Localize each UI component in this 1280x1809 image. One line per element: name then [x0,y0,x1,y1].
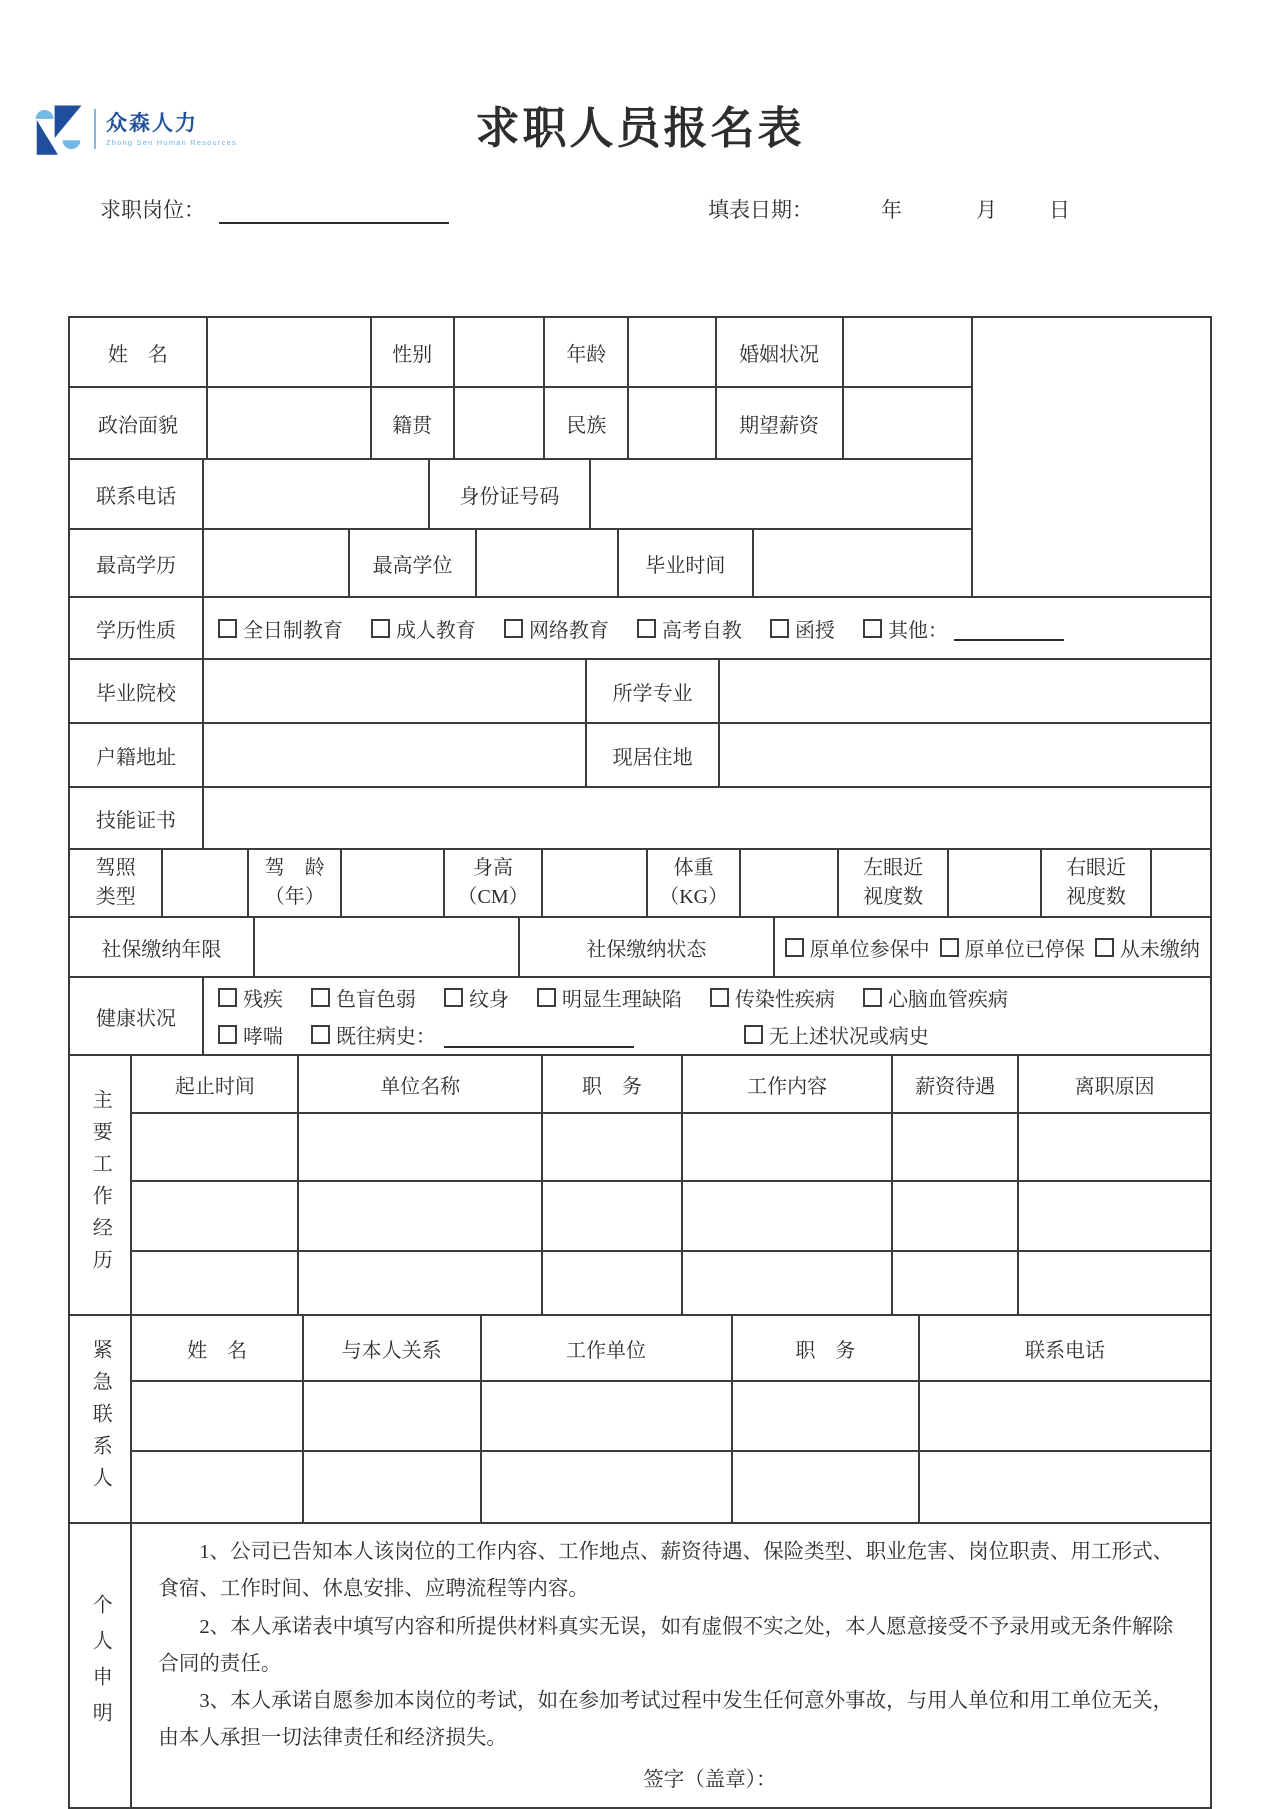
address-row [70,724,1210,788]
age-field[interactable] [629,318,716,386]
checkbox-icon[interactable] [710,988,729,1007]
weight-label: 体重 （KG） [648,850,741,916]
checkbox-option[interactable] [311,983,416,1012]
declaration-label: 个人申明 [70,1524,132,1807]
phone-field[interactable] [204,460,430,528]
emergency-row-1 [132,1382,1210,1452]
emergency-col-phone: 联系电话 [1025,1339,1106,1362]
education-type-row [70,598,1210,660]
fill-date-label: 填表日期： [708,198,813,222]
logo-z-icon [30,101,86,157]
other-fill-line[interactable] [954,615,1064,641]
work-col-position: 职 务 [543,1056,683,1112]
registered-address-label: 户籍地址 [70,724,204,786]
right-eye-label: 右眼近 视度数 [1042,850,1151,916]
declaration-item-3: 3、本人承诺自愿参加本岗位的考试，如在参加考试过程中发生任何意外事故，与用人单位和用工单位无关，由本人承担一切法律责任和经济损失。 [158,1690,1174,1750]
checkbox-icon[interactable] [537,988,556,1007]
checkbox-icon[interactable] [311,988,330,1007]
id-number-label: 身份证号码 [430,460,590,528]
work-cell[interactable] [893,1182,1019,1250]
education-label: 最高学历 [70,530,204,596]
major-label: 所学专业 [587,660,720,722]
basic-info-block [70,318,1210,598]
work-experience-label: 主要工作经历 [70,1056,132,1314]
emergency-col-name: 姓 名 [132,1316,303,1380]
work-col-content: 工作内容 [683,1056,893,1112]
certificate-label: 技能证书 [70,788,204,848]
checkbox-option-label: 函授 [794,619,835,642]
company-name-en: Zhong Sen Human Resources [106,138,237,148]
emergency-cell[interactable] [482,1452,733,1522]
checkbox-icon[interactable] [744,1025,763,1044]
checkbox-option-label: 传染性疾病 [734,989,835,1011]
left-eye-field[interactable] [949,850,1042,916]
graduation-label: 毕业时间 [619,530,753,596]
checkbox-option-label: 心脑血管疾病 [887,989,1008,1011]
political-label: 政治面貌 [70,388,208,458]
name-label: 姓 名 [70,318,208,386]
position-label: 求职岗位： [100,198,205,222]
checkbox-icon[interactable] [1095,938,1114,957]
photo-area[interactable] [973,318,1210,596]
marital-field[interactable] [844,318,971,386]
current-address-field[interactable] [720,724,1210,786]
checkbox-option[interactable] [311,1020,436,1049]
checkbox-icon[interactable] [504,619,523,638]
year-label: 年 [881,198,902,222]
emergency-col-employer: 工作单位 [482,1316,733,1380]
checkbox-option-label: 原单位参保中 [809,938,930,961]
work-row-1 [132,1114,1210,1182]
emergency-cell[interactable] [132,1382,303,1450]
medical-history-fill-line[interactable] [444,1022,634,1048]
ethnicity-label: 民族 [545,388,629,458]
current-address-label: 现居住地 [587,724,720,786]
emergency-cell[interactable] [920,1382,1210,1450]
health-row [70,978,1210,1056]
checkbox-icon[interactable] [371,619,390,638]
emergency-cell[interactable] [304,1382,482,1450]
checkbox-icon[interactable] [940,938,959,957]
certificate-field[interactable] [204,788,1210,848]
checkbox-option[interactable] [504,614,609,643]
degree-field[interactable] [477,530,619,596]
work-experience-block [70,1056,1210,1316]
left-eye-label: 左眼近 视度数 [839,850,948,916]
emergency-cell[interactable] [733,1382,921,1450]
insurance-status-label: 社保缴纳状态 [520,918,774,976]
work-cell[interactable] [132,1182,299,1250]
day-label: 日 [1049,198,1070,222]
checkbox-option-label: 成人教育 [395,619,476,642]
work-cell[interactable] [543,1252,683,1314]
company-logo [30,100,237,158]
id-number-field[interactable] [591,460,971,528]
school-label: 毕业院校 [70,660,204,722]
checkbox-option-label: 原单位已停保 [964,938,1085,961]
education-type-label: 学历性质 [70,598,204,658]
emergency-col-position: 职 务 [733,1316,921,1380]
work-cell[interactable] [543,1114,683,1180]
work-col-salary: 薪资待遇 [893,1056,1019,1112]
work-cell[interactable] [299,1114,543,1180]
native-place-label: 籍贯 [372,388,455,458]
driving-years-field[interactable] [342,850,445,916]
certificate-row [70,788,1210,850]
checkbox-option[interactable] [444,983,509,1012]
work-cell[interactable] [683,1252,893,1314]
license-field[interactable] [163,850,249,916]
work-cell[interactable] [893,1114,1019,1180]
emergency-cell[interactable] [920,1452,1210,1522]
checkbox-option-label: 明显生理缺陷 [561,989,682,1011]
checkbox-option-label: 哮喘 [242,1026,283,1048]
phone-label: 联系电话 [70,460,204,528]
emergency-contact-block [70,1316,1210,1524]
checkbox-option-label: 全日制教育 [242,619,343,642]
application-form-table [68,316,1212,1809]
checkbox-option[interactable] [785,933,930,962]
declaration-block [70,1524,1210,1807]
graduation-field[interactable] [754,530,971,596]
work-cell[interactable] [1019,1114,1210,1180]
checkbox-icon[interactable] [770,619,789,638]
height-label: 身高 （CM） [445,850,543,916]
physical-row [70,850,1210,918]
checkbox-option[interactable] [537,983,682,1012]
checkbox-option[interactable] [218,614,343,643]
political-field[interactable] [208,388,372,458]
social-insurance-row [70,918,1210,978]
emergency-row-2 [132,1452,1210,1522]
logo-divider [94,109,96,149]
checkbox-option[interactable] [218,983,283,1012]
declaration-item-2: 2、本人承诺表中填写内容和所提供材料真实无误，如有虚假不实之处，本人愿意接受不予录用或无条件解除合同的责任。 [158,1615,1174,1675]
company-name: 众森人力 [106,111,198,135]
ethnicity-field[interactable] [629,388,716,458]
checkbox-option[interactable] [863,614,948,643]
health-label: 健康状况 [70,978,204,1054]
work-row-2 [132,1182,1210,1252]
insurance-years-field[interactable] [255,918,521,976]
emergency-contact-label: 紧急联系人 [70,1316,132,1522]
work-cell[interactable] [299,1182,543,1250]
insurance-years-label: 社保缴纳年限 [70,918,255,976]
work-cell[interactable] [132,1252,299,1314]
work-cell[interactable] [1019,1252,1210,1314]
checkbox-option[interactable] [371,614,476,643]
right-eye-field[interactable] [1152,850,1210,916]
insurance-status-options [775,918,1211,976]
gender-field[interactable] [455,318,546,386]
checkbox-option[interactable] [940,933,1085,962]
emergency-cell[interactable] [132,1452,303,1522]
emergency-col-relation: 与本人关系 [304,1316,482,1380]
degree-label: 最高学位 [350,530,477,596]
checkbox-option[interactable] [710,983,835,1012]
checkbox-icon[interactable] [311,1025,330,1044]
age-label: 年龄 [545,318,629,386]
work-cell[interactable] [893,1252,1019,1314]
emergency-cell[interactable] [482,1382,733,1450]
checkbox-option-label: 高考自教 [661,619,742,642]
health-options [204,978,1210,1054]
checkbox-option[interactable] [744,1020,929,1049]
marital-label: 婚姻状况 [717,318,844,386]
driving-years-label: 驾 龄 （年） [249,850,342,916]
checkbox-icon[interactable] [444,988,463,1007]
license-label: 驾照 类型 [70,850,163,916]
registered-address-field[interactable] [204,724,587,786]
checkbox-option-label: 其他： [887,619,948,642]
work-row-3 [132,1252,1210,1314]
position-fill-line[interactable] [219,198,449,224]
emergency-cell[interactable] [304,1452,482,1522]
checkbox-option-label: 既往病史： [335,1026,436,1048]
checkbox-option-label: 色盲色弱 [335,989,416,1011]
checkbox-option[interactable] [637,614,742,643]
checkbox-icon[interactable] [637,619,656,638]
work-cell[interactable] [132,1114,299,1180]
checkbox-icon[interactable] [218,619,237,638]
checkbox-option[interactable] [218,1020,283,1049]
school-field[interactable] [204,660,587,722]
checkbox-option-label: 纹身 [468,989,509,1011]
school-row [70,660,1210,724]
checkbox-option[interactable] [1095,933,1200,962]
checkbox-option[interactable] [770,614,835,643]
weight-field[interactable] [741,850,839,916]
work-cell[interactable] [683,1182,893,1250]
work-cell[interactable] [543,1182,683,1250]
native-place-field[interactable] [455,388,546,458]
checkbox-icon[interactable] [785,938,804,957]
checkbox-option-label: 残疾 [242,989,283,1011]
education-type-options [204,598,1210,658]
gender-label: 性别 [372,318,455,386]
declaration-item-1: 1、公司已告知本人该岗位的工作内容、工作地点、薪资待遇、保险类型、职业危害、岗位职责、用工形式、食宿、工作时间、休息安排、应聘流程等内容。 [158,1541,1174,1601]
work-cell[interactable] [1019,1182,1210,1250]
name-field[interactable] [208,318,372,386]
work-col-leave-reason: 离职原因 [1074,1075,1155,1098]
height-field[interactable] [543,850,648,916]
work-col-company: 单位名称 [299,1056,543,1112]
work-cell[interactable] [299,1252,543,1314]
page-title: 求职人员报名表 [475,104,805,153]
education-field[interactable] [204,530,350,596]
checkbox-option-label: 网络教育 [528,619,609,642]
salary-label: 期望薪资 [717,388,844,458]
emergency-cell[interactable] [733,1452,921,1522]
declaration-text [132,1524,1210,1807]
salary-field[interactable] [844,388,971,458]
checkbox-icon[interactable] [863,619,882,638]
checkbox-icon[interactable] [218,1025,237,1044]
checkbox-option-label: 从未缴纳 [1119,938,1200,961]
month-label: 月 [976,198,997,222]
signature-label[interactable]: 签字（盖章）： [643,1768,777,1791]
checkbox-icon[interactable] [218,988,237,1007]
work-col-period: 起止时间 [132,1056,299,1112]
work-cell[interactable] [683,1114,893,1180]
major-field[interactable] [720,660,1210,722]
checkbox-icon[interactable] [863,988,882,1007]
checkbox-option[interactable] [863,983,1008,1012]
checkbox-option-label: 无上述状况或病史 [768,1026,929,1048]
